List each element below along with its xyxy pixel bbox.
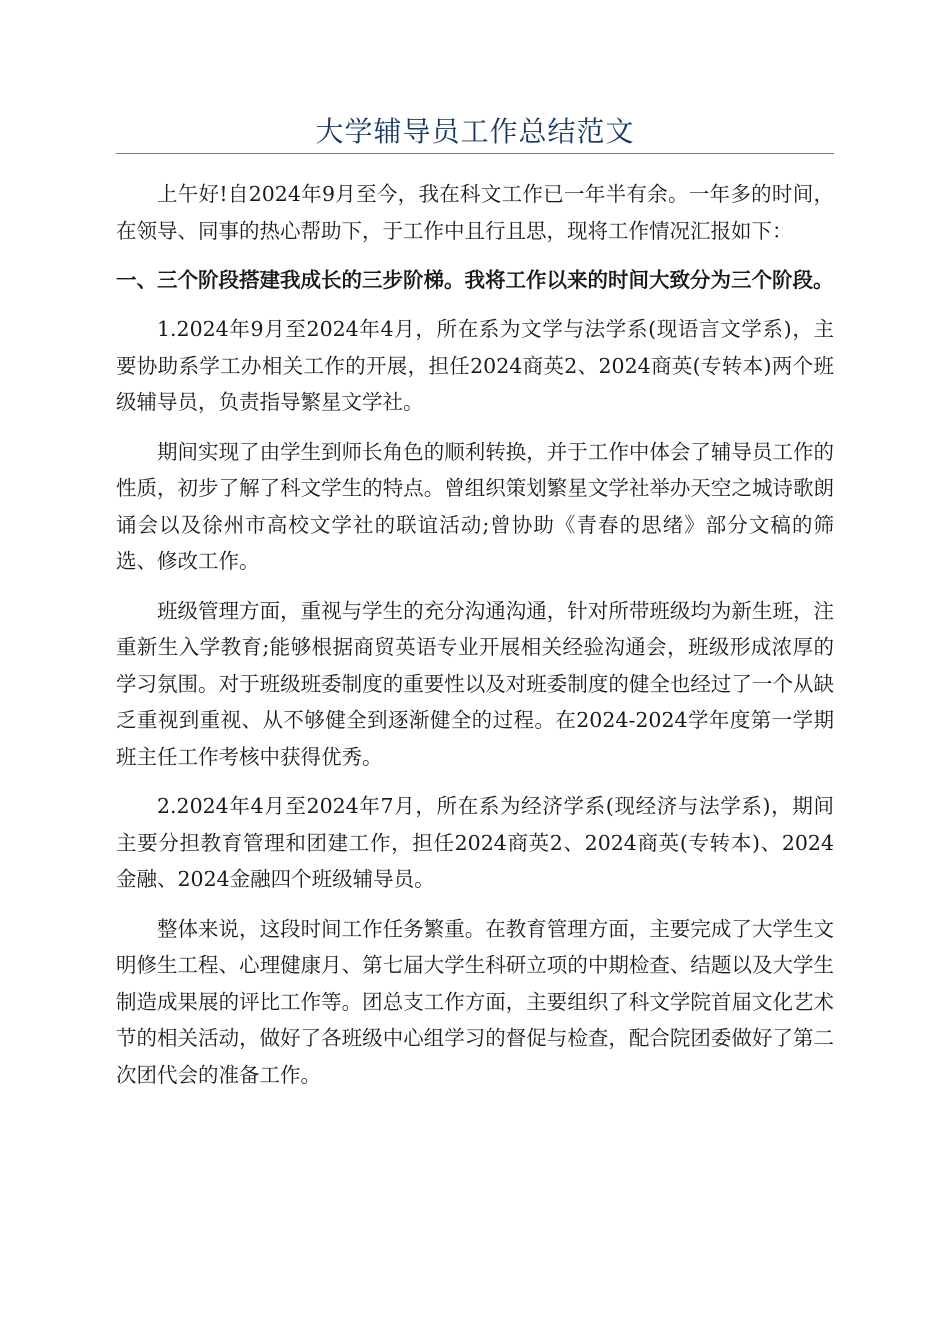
document-body xyxy=(116,176,834,1106)
document-title: 大学辅导员工作总结范文 xyxy=(315,115,635,148)
class-management-paragraph: 班级管理方面，重视与学生的充分沟通沟通，针对所带班级均为新生班，注重新生入学教育;能够根据商贸英语专业开展相关经验沟通会，班级形成浓厚的学习氛围。对于班级班委制度的重要性以及对班委制度的健全也经过了一个从缺乏重视到重视、从不够健全到逐渐健全的过程。在2024-2024学年度第一学期班主任工作考核中获得优秀。 xyxy=(116,598,834,769)
stage1-paragraph: 1.2024年9月至2024年4月，所在系为文学与法学系(现语言文学系)，主要协助系学工办相关工作的开展，担任2024商英2、2024商英(专转本)两个班级辅导员，负责指导繁星文学社。 xyxy=(116,317,834,414)
stage2-paragraph: 2.2024年4月至2024年7月，所在系为经济学系(现经济与法学系)，期间主要分担教育管理和团建工作，担任2024商英2、2024商英(专转本)、2024金融、2024金融四个班级辅导员。 xyxy=(116,794,834,891)
stage1-detail-paragraph: 期间实现了由学生到师长角色的顺利转换，并于工作中体会了辅导员工作的性质，初步了解了科文学生的特点。曾组织策划繁星文学社举办天空之城诗歌朗诵会以及徐州市高校文学社的联谊活动;曾协助《青春的思绪》部分文稿的筛选、修改工作。 xyxy=(116,439,834,573)
intro-paragraph: 上午好!自2024年9月至今，我在科文工作已一年半有余。一年多的时间，在领导、同事的热心帮助下，于工作中且行且思，现将工作情况汇报如下： xyxy=(116,182,834,243)
section-heading: 一、三个阶段搭建我成长的三步阶梯。我将工作以来的时间大致分为三个阶段。 xyxy=(116,268,834,292)
stage2-detail-paragraph: 整体来说，这段时间工作任务繁重。在教育管理方面，主要完成了大学生文明修生工程、心理健康月、第七届大学生科研立项的中期检查、结题以及大学生制造成果展的评比工作等。团总支工作方面，主要组织了科文学院首届文化艺术节的相关活动，做好了各班级中心组学习的督促与检查，配合院团委做好了第二次团代会的准备工作。 xyxy=(116,916,834,1087)
title-underline xyxy=(116,153,834,154)
